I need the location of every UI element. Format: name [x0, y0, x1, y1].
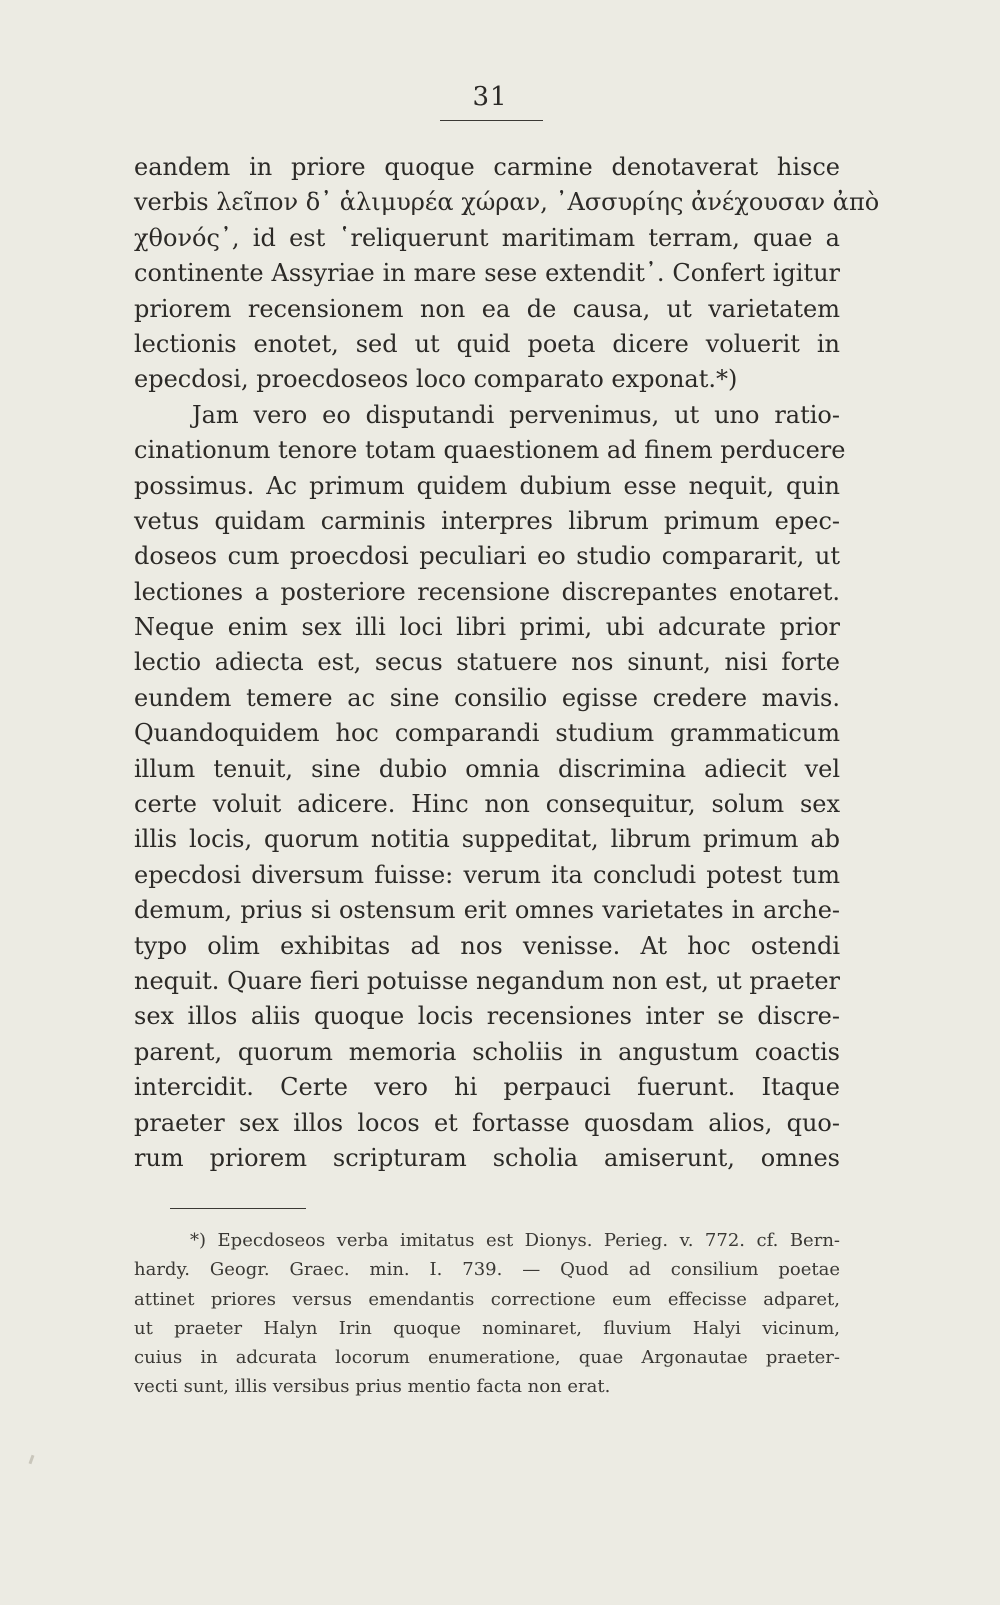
- text-line: Neque enim sex illi loci libri primi, ubi adcurate prior: [134, 613, 840, 642]
- text-line: cinationum tenore totam quaestionem ad finem perducere: [134, 436, 846, 465]
- text-line: illis locis, quorum notitia suppeditat, librum primum ab: [134, 825, 840, 854]
- footnote-line: vecti sunt, illis versibus prius mentio facta non erat.: [134, 1376, 611, 1398]
- page-number: 31: [472, 82, 508, 112]
- text-line: priorem recensionem non ea de causa, ut varietatem: [134, 294, 840, 323]
- page-number-rule: [440, 120, 543, 121]
- text-line: lectionis enotet, sed ut quid poeta dicere voluerit in: [134, 329, 840, 358]
- text-line: epecdosi, proecdoseos loco comparato exponat.*): [134, 365, 738, 394]
- text-line: lectiones a posteriore recensione discrepantes enotaret.: [134, 577, 840, 606]
- footnote: [134, 1226, 840, 1402]
- text-line: sex illos aliis quoque locis recensiones inter se discre-: [134, 1002, 840, 1031]
- text-line: χθονός᾽, id est ῾reliquerunt maritimam terram, quae a: [134, 223, 840, 252]
- text-line: rum priorem scripturam scholia amiserunt, omnes: [134, 1143, 840, 1172]
- text-line: certe voluit adicere. Hinc non consequitur, solum sex: [134, 790, 840, 819]
- text-line: demum, prius si ostensum erit omnes varietates in arche-: [134, 896, 840, 925]
- text-line: Quandoquidem hoc comparandi studium grammaticum: [134, 719, 840, 748]
- body-text: [134, 150, 880, 1176]
- footnote-line: ut praeter Halyn Irin quoque nominaret, fluvium Halyi vicinum,: [134, 1317, 840, 1339]
- text-line: illum tenuit, sine dubio omnia discrimina adiecit vel: [134, 754, 840, 783]
- text-line: doseos cum proecdosi peculiari eo studio compararit, ut: [134, 542, 840, 571]
- text-line: eandem in priore quoque carmine denotaverat hisce: [134, 153, 840, 181]
- text-line: typo olim exhibitas ad nos venisse. At hoc ostendi: [134, 931, 840, 960]
- text-line: praeter sex illos locos et fortasse quosdam alios, quo-: [134, 1108, 840, 1137]
- footnote-line: *) Epecdoseos verba imitatus est Dionys. Perieg. v. 772. cf. Bern-: [190, 1230, 840, 1251]
- text-line: verbis λεῖπον δ᾽ ἁλιμυρέα χώραν, ᾽Ασσυρίης ἀνέχουσαν ἀπὸ: [134, 188, 880, 217]
- text-line: eundem temere ac sine consilio egisse credere mavis.: [134, 683, 840, 712]
- footnote-line: hardy. Geogr. Graec. min. I. 739. — Quod ad consilium poetae: [134, 1259, 840, 1281]
- text-line: vetus quidam carminis interpres librum primum epec-: [134, 506, 840, 535]
- text-line: epecdosi diversum fuisse: verum ita concludi potest tum: [134, 860, 840, 889]
- text-line: parent, quorum memoria scholiis in angustum coactis: [134, 1037, 840, 1066]
- text-line: lectio adiecta est, secus statuere nos sinunt, nisi forte: [134, 648, 840, 677]
- footnote-line: attinet priores versus emendantis correctione eum effecisse adparet,: [134, 1288, 840, 1310]
- footnote-line: cuius in adcurata locorum enumeratione, quae Argonautae praeter-: [134, 1347, 840, 1369]
- text-line: continente Assyriae in mare sese extendit᾽. Confert igitur: [134, 259, 840, 288]
- footnote-rule: [170, 1208, 306, 1209]
- text-line: intercidit. Certe vero hi perpauci fuerunt. Itaque: [134, 1073, 840, 1102]
- paper-speck: [29, 1455, 35, 1464]
- text-line: possimus. Ac primum quidem dubium esse nequit, quin: [134, 471, 840, 500]
- text-line: Jam vero eo disputandi pervenimus, ut uno ratio-: [192, 400, 840, 429]
- text-line: nequit. Quare fieri potuisse negandum non est, ut praeter: [134, 966, 840, 995]
